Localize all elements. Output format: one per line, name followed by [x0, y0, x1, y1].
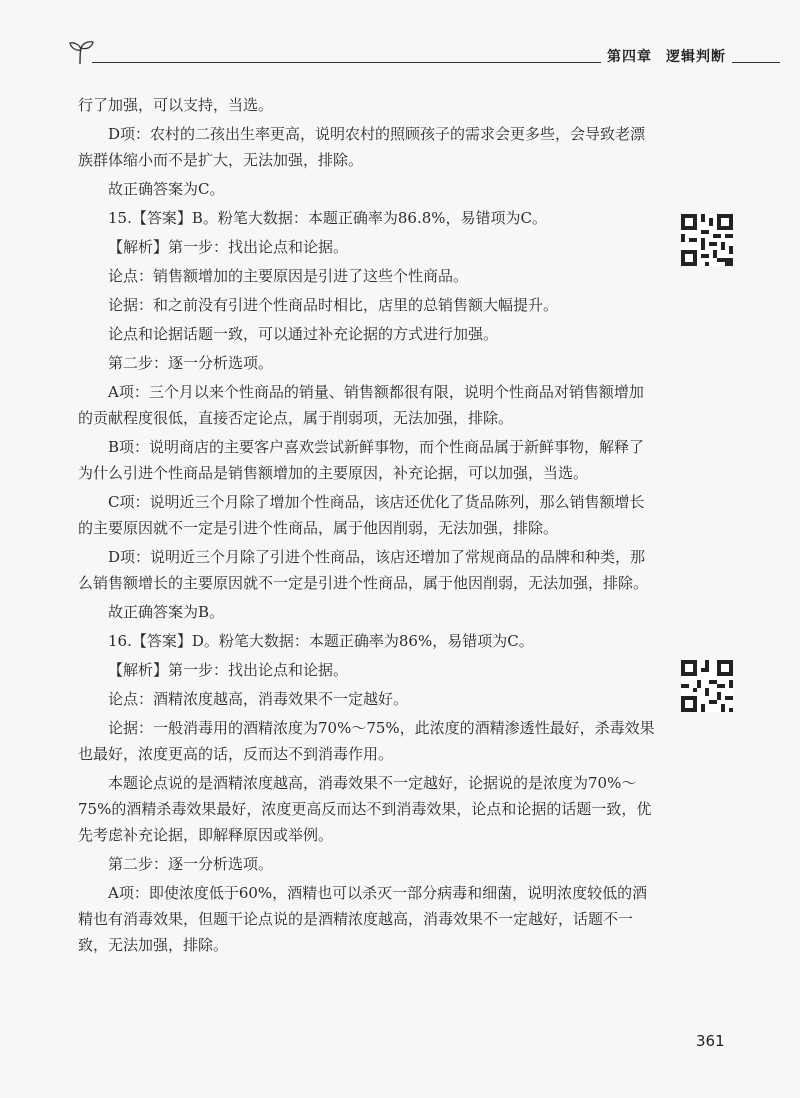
chapter-heading [601, 46, 732, 66]
analysis-heading: 【解析】第一步：找出论点和论据。 [108, 238, 349, 256]
qr-code-icon[interactable] [681, 214, 733, 266]
paragraph: 论据：和之前没有引进个性商品时相比，店里的总销售额大幅提升。 [108, 296, 559, 314]
paragraph: D项：农村的二孩出生率更高，说明农村的照顾孩子的需求会更多些，会导致老漂族群体缩小而不是扩大，无法加强，排除。 [78, 125, 646, 169]
qr-code-icon[interactable] [681, 660, 733, 712]
paragraph: 论点：酒精浓度越高，消毒效果不一定越好。 [108, 690, 409, 708]
paragraph: 本题论点说的是酒精浓度越高，消毒效果不一定越好，论据说的是浓度为70%～75%的酒精杀毒效果最好，浓度更高反而达不到消毒效果，论点和论据的话题一致，优先考虑补充论据，即解释原因或举例。 [78, 774, 652, 844]
page-number: 361 [696, 1032, 725, 1050]
page-content [78, 92, 658, 961]
paragraph: A项：即使浓度低于60%，酒精也可以杀灭一部分病毒和细菌，说明浓度较低的酒精也有消毒效果，但题干论点说的是酒精浓度越高，消毒效果不一定越好，话题不一致，无法加强，排除。 [78, 884, 648, 954]
chapter-title: 逻辑判断 [666, 49, 726, 65]
paragraph: 论点和论据话题一致，可以通过补充论据的方式进行加强。 [108, 325, 499, 343]
page-header [68, 36, 780, 68]
answer-heading-16: 16.【答案】D。粉笔大数据：本题正确率为86%，易错项为C。 [108, 632, 534, 650]
paragraph: D项：说明近三个月除了引进个性商品，该店还增加了常规商品的品牌和种类，那么销售额增长的主要原因就不一定是引进个性商品，属于他因削弱，无法加强，排除。 [78, 548, 649, 592]
chapter-label: 第四章 [607, 49, 652, 65]
paragraph: 第二步：逐一分析选项。 [108, 354, 274, 372]
paragraph: 故正确答案为B。 [108, 603, 225, 621]
paragraph: 行了加强，可以支持，当选。 [78, 96, 274, 114]
paragraph: C项：说明近三个月除了增加个性商品，该店还优化了货品陈列，那么销售额增长的主要原因就不一定是引进个性商品，属于他因削弱，无法加强，排除。 [78, 493, 645, 537]
analysis-heading: 【解析】第一步：找出论点和论据。 [108, 661, 349, 679]
paragraph: A项：三个月以来个性商品的销量、销售额都很有限，说明个性商品对销售额增加的贡献程度很低，直接否定论点，属于削弱项，无法加强，排除。 [78, 383, 644, 427]
paragraph: 论据：一般消毒用的酒精浓度为70%～75%，此浓度的酒精渗透性最好，杀毒效果也最好，浓度更高的话，反而达不到消毒作用。 [78, 719, 655, 763]
qr-code-graphic [681, 660, 733, 712]
paragraph: B项：说明商店的主要客户喜欢尝试新鲜事物，而个性商品属于新鲜事物，解释了为什么引进个性商品是销售额增加的主要原因，补充论据，可以加强，当选。 [78, 438, 645, 482]
answer-heading-15: 15.【答案】B。粉笔大数据：本题正确率为86.8%，易错项为C。 [108, 209, 548, 227]
paragraph: 第二步：逐一分析选项。 [108, 855, 274, 873]
paragraph: 论点：销售额增加的主要原因是引进了这些个性商品。 [108, 267, 469, 285]
paragraph: 故正确答案为C。 [108, 180, 225, 198]
qr-code-graphic [681, 214, 733, 266]
